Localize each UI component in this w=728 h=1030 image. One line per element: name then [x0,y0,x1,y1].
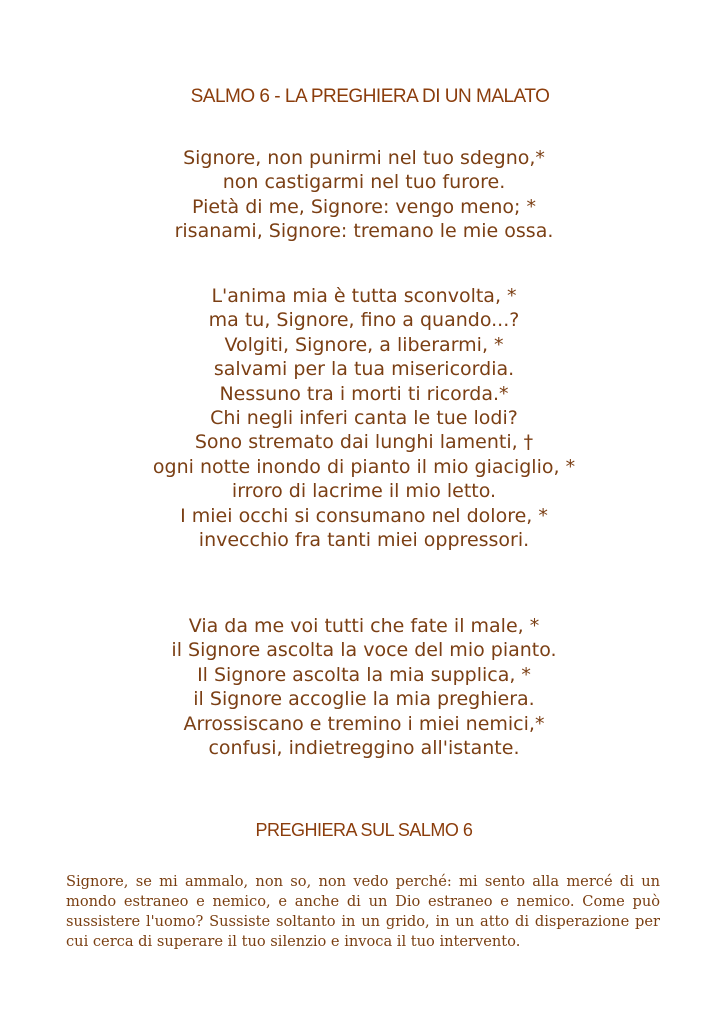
psalm-title: SALMO 6 - LA PREGHIERA DI UN MALATO [190,86,550,107]
verse-line: non castigarmi nel tuo furore. [222,171,506,194]
verse-line: salvami per la tua misericordia. [213,358,515,381]
verse-line: ogni notte inondo di pianto il mio giaciglio, * [152,455,576,478]
verse-line: confusi, indietreggino all'istante. [208,737,520,760]
verse-line: I miei occhi si consumano nel dolore, * [180,504,548,527]
verse-line: Arrossiscano e tremino i miei nemici,* [183,712,545,735]
verse-line: Chi negli inferi canta le tue lodi? [210,407,518,430]
verse-line: Via da me voi tutti che fate il male, * [188,615,540,637]
stanza-2 [0,284,728,552]
verse-line: ma tu, Signore, fino a quando...? [208,309,520,332]
verse-line: Signore, non punirmi nel tuo sdegno,* [183,147,545,169]
verse-line: irroro di lacrime il mio letto. [231,480,497,503]
verse-line: Il Signore ascolta la mia supplica, * [197,663,531,686]
verse-line: il Signore accoglie la mia preghiera. [193,688,535,711]
verse-line: il Signore ascolta la voce del mio pianto. [171,639,557,662]
verse-line: L'anima mia è tutta sconvolta, * [211,285,517,307]
prayer-paragraph: Signore, se mi ammalo, non so, non vedo perché: mi sento alla mercé di un mondo estraneo e nemico, e anche di un Dio estraneo e nemico. Come può sussistere l'uomo? Sussiste soltanto in un grido, in un atto di disperazione per cui cerca di superare il tuo silenzio e invoca il tuo intervento. [66,873,660,950]
stanza-3 [0,614,728,760]
verse-line: Sono stremato dai lunghi lamenti, † [194,431,534,454]
verse-line: Nessuno tra i morti ti ricorda.* [219,382,509,405]
verse-line: invecchio fra tanti miei oppressori. [198,529,530,552]
verse-line: Volgiti, Signore, a liberarmi, * [224,333,504,356]
stanza-1 [0,146,728,244]
verse-line: risanami, Signore: tremano le mie ossa. [174,220,554,243]
prayer-title: PREGHIERA SUL SALMO 6 [255,820,473,840]
verse-line: Pietà di me, Signore: vengo meno; * [192,195,536,218]
